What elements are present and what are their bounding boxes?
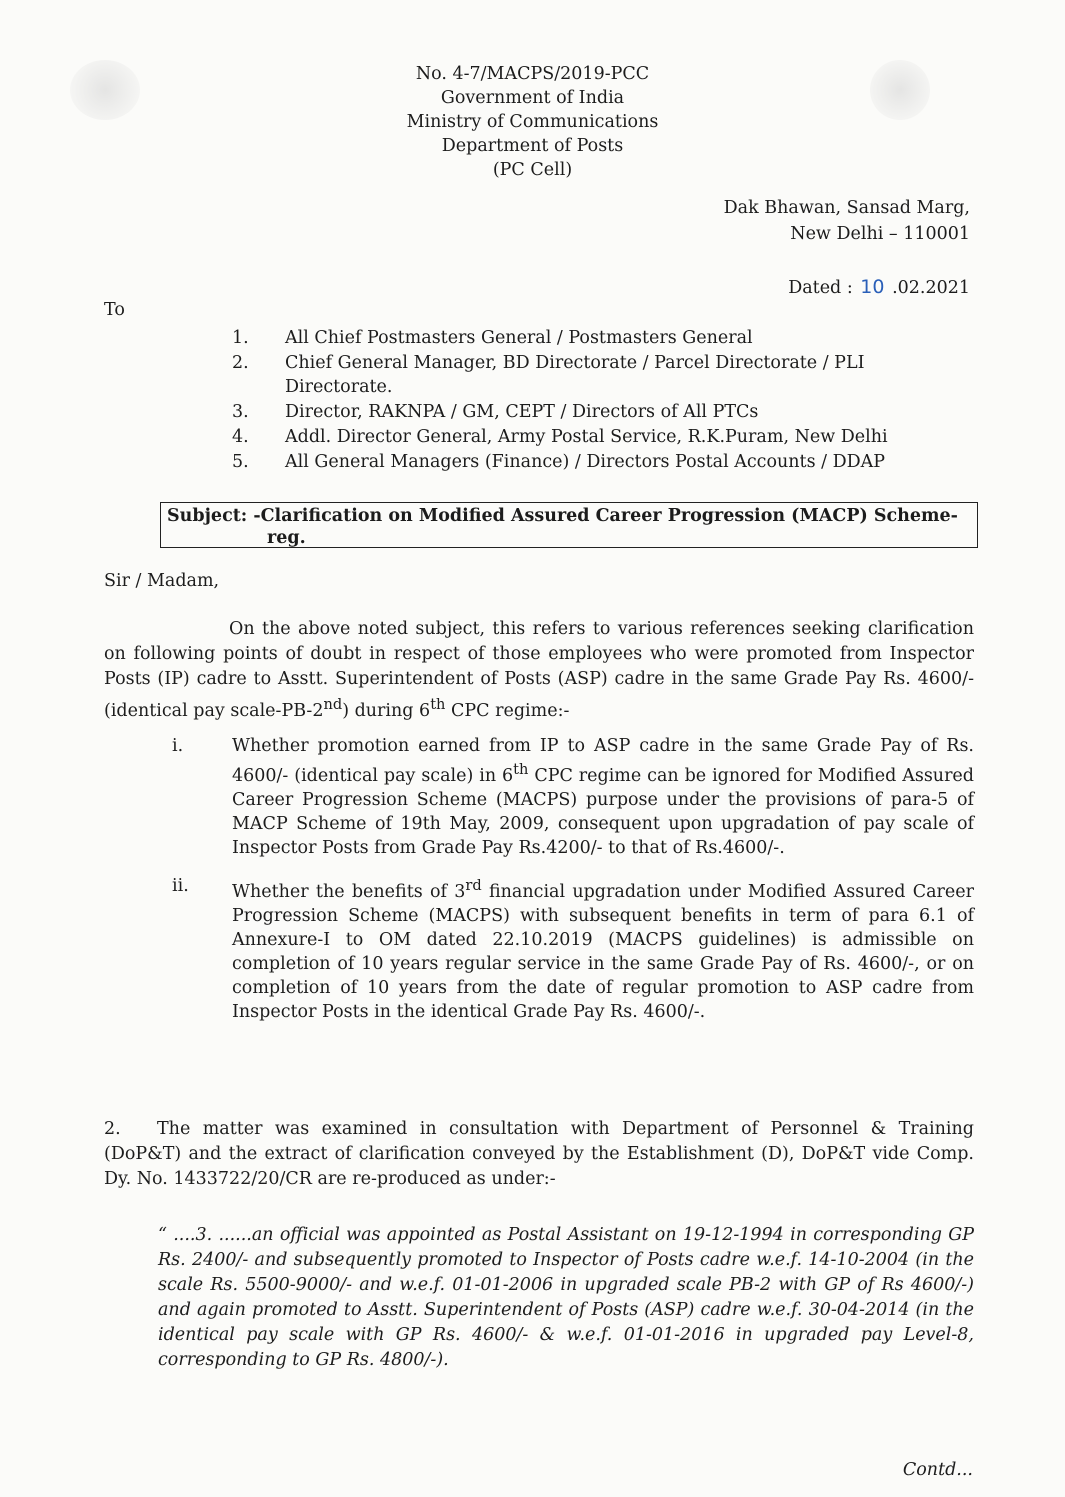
header-cell: (PC Cell) (492, 160, 573, 180)
list-item-number: 4. (232, 427, 249, 447)
list-item (232, 351, 952, 399)
point-text (232, 734, 974, 860)
point-text-a: Whether the benefits of 3 (232, 881, 466, 902)
address-line-1: Dak Bhawan, Sansad Marg, (723, 198, 970, 218)
subject-line-1: Subject: -Clarification on Modified Assured Career Progression (MACP) Scheme- (167, 506, 958, 526)
paragraph-1 (104, 617, 974, 724)
subject-line-2: reg. (267, 528, 306, 548)
paragraph-2-number: 2. (104, 1119, 121, 1139)
point-text-b: CPC regime can be ignored for Modified Assured Career Progression Scheme (MACPS) purpose under the provisions of para-5 of MACP Scheme of 19th May, 2009, consequent upon upgradation of pay scale of Inspector Posts from Grade Pay Rs.4200/- to that of Rs.4600/-. (232, 765, 974, 858)
date-day-handwritten: 10 (860, 276, 885, 298)
continued-marker: Contd... (902, 1460, 973, 1480)
to-label: To (104, 300, 125, 320)
subject-box (160, 502, 978, 548)
point-sup: rd (465, 876, 482, 894)
letter-date (788, 276, 970, 298)
paragraph-2 (104, 1117, 974, 1192)
list-item-text: All Chief Postmasters General / Postmasters General (285, 328, 753, 348)
list-item (232, 425, 952, 449)
list-item (172, 874, 974, 1024)
header-department: Department of Posts (441, 136, 624, 156)
date-rest: .02.2021 (892, 278, 970, 298)
office-address (724, 195, 970, 247)
salutation: Sir / Madam, (104, 571, 220, 591)
paragraph-1-sup-b: th (430, 696, 446, 713)
list-item-text: Chief General Manager, BD Directorate / Parcel Directorate / PLI Directorate. (285, 353, 865, 397)
list-item (232, 326, 952, 350)
address-line-2: New Delhi – 110001 (790, 224, 970, 244)
list-item-number: 5. (232, 452, 249, 472)
list-item-text: All General Managers (Finance) / Directors Postal Accounts / DDAP (285, 452, 886, 472)
list-item-text: Director, RAKNPA / GM, CEPT / Directors of All PTCs (285, 402, 759, 422)
point-number: ii. (172, 875, 189, 896)
reference-number: No. 4-7/MACPS/2019-PCC (415, 64, 650, 84)
header-ministry: Ministry of Communications (406, 112, 659, 132)
quoted-clarification: “ ....3. ......an official was appointed as Postal Assistant on 19-12-1994 in corresponding GP Rs. 2400/- and subsequently promoted to Inspector of Posts cadre w.e.f. 14-10-2004 (in the scale Rs. 5500-9000/- and w.e.f. 01-01-2006 in upgraded scale PB-2 with GP of Rs 4600/-) and again promoted to Asstt. Superintendent of Posts (ASP) cadre w.e.f. 30-04-2014 (in the identical pay scale with GP Rs. 4600/- & w.e.f. 01-01-2016 in upgraded pay Level-8, corresponding to GP Rs. 4800/-). (158, 1225, 974, 1370)
recipient-list (232, 326, 952, 475)
paragraph-1-text-a: On the above noted subject, this refers to various references seeking clarification on following points of doubt in respect of those employees who were promoted from Inspector Posts (IP) cadre to Asstt. Superintendent of Posts (ASP) cadre in the same Grade Pay Rs. 4600/- (identical pay scale-PB-2 (104, 619, 974, 721)
point-number: i. (172, 736, 184, 756)
list-item-number: 3. (232, 402, 249, 422)
point-text-b: financial upgradation under Modified Assured Career Progression Scheme (MACPS) with subsequent benefits in term of para 6.1 of Annexure-I to OM dated 22.10.2019 (MACPS guidelines) is admissible on completion of 10 years regular service in the same Grade Pay of Rs. 4600/-, or on completion of 10 years from the date of regular promotion to ASP cadre from Inspector Posts in the identical Grade Pay Rs. 4600/-. (232, 881, 974, 1022)
list-item-text: Addl. Director General, Army Postal Service, R.K.Puram, New Delhi (285, 427, 888, 447)
header-government: Government of India (440, 88, 625, 108)
letter-header (0, 62, 1065, 182)
date-label: Dated : (788, 278, 853, 298)
paragraph-1-text-b: ) during 6 (342, 700, 431, 721)
paragraph-1-sup-a: nd (323, 696, 343, 713)
list-item (232, 400, 952, 424)
point-text (232, 874, 974, 1024)
point-text-a: Whether promotion earned from IP to ASP cadre in the same Grade Pay of Rs. 4600/- (identical pay scale) in 6 (232, 736, 974, 786)
list-item-number: 2. (232, 353, 249, 373)
point-sup: th (513, 761, 529, 778)
list-item (232, 450, 952, 474)
list-item (172, 734, 974, 860)
paragraph-2-text: The matter was examined in consultation with Department of Personnel & Training (DoP&T) and the extract of clarification conveyed by the Establishment (D), DoP&T vide Comp. Dy. No. 1433722/20/CR are re-produced as under:- (104, 1119, 974, 1189)
paragraph-1-text-c: CPC regime:- (445, 700, 570, 721)
doubt-points (172, 734, 974, 1024)
list-item-number: 1. (232, 328, 249, 348)
